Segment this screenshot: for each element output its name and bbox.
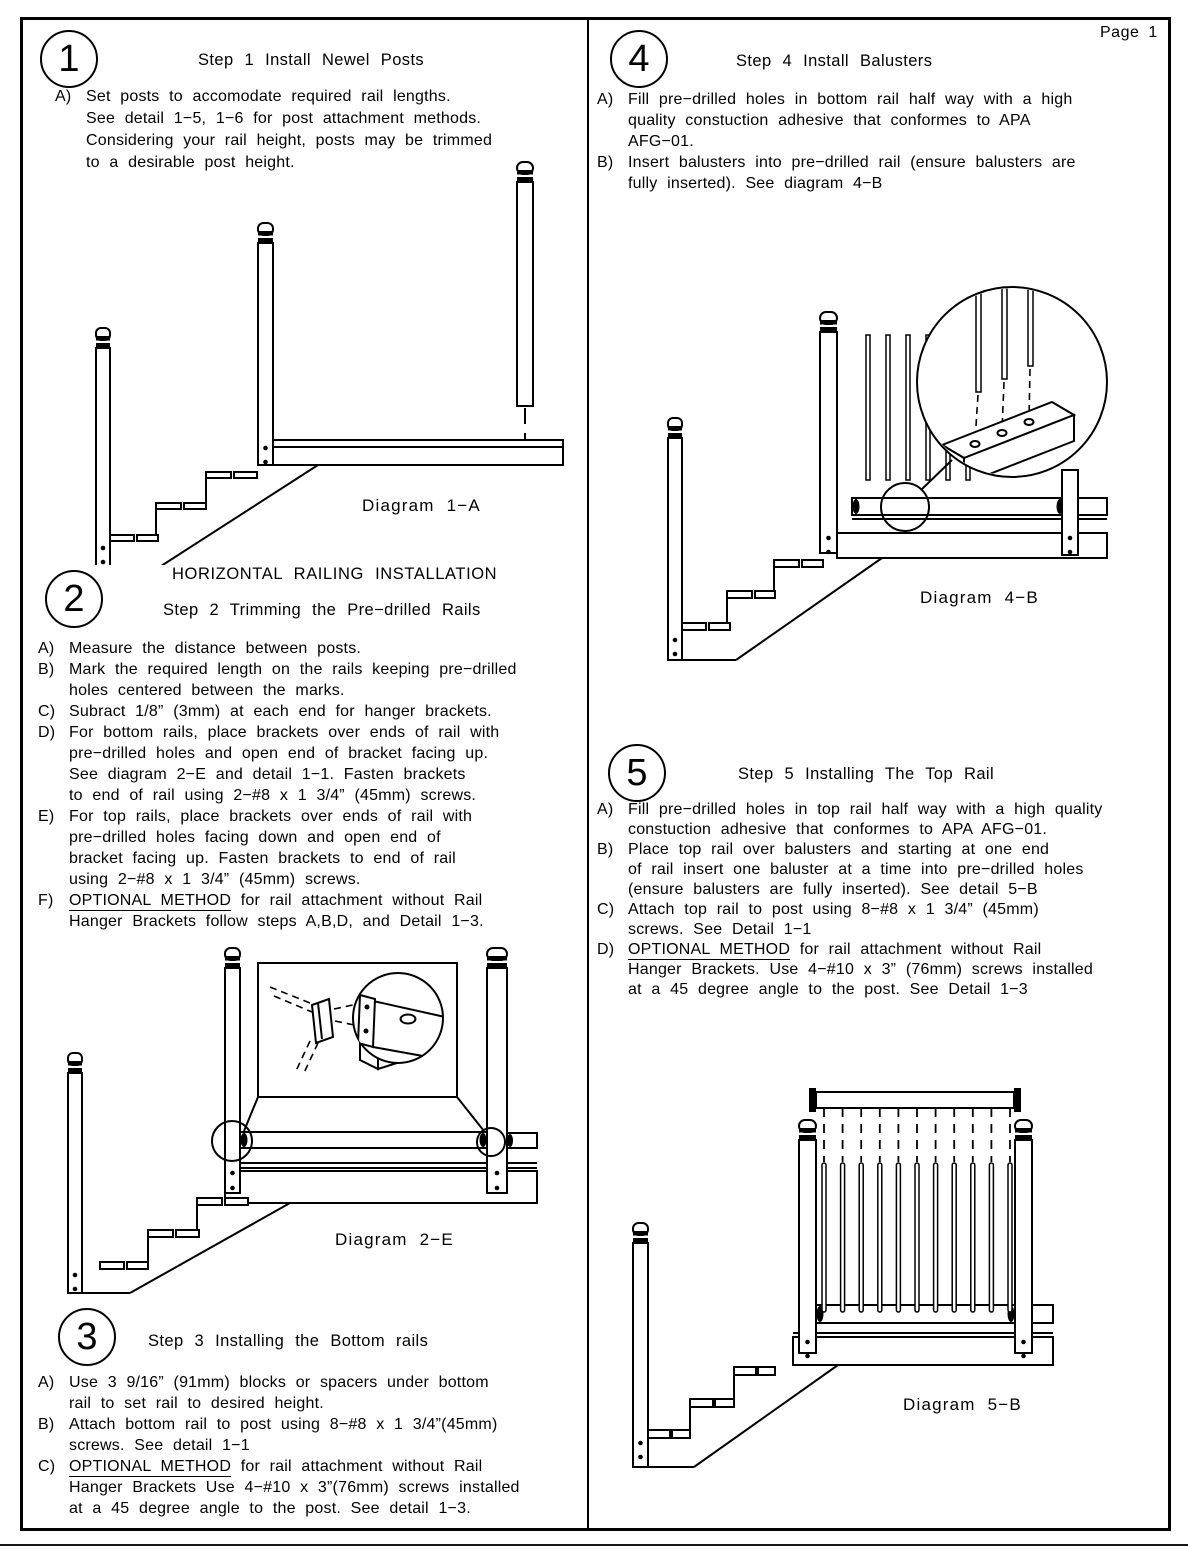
item-line: For bottom rails, place brackets over ends of rail with — [69, 724, 500, 741]
item-marker: C) — [38, 703, 56, 720]
item-line: at a 45 degree angle to the post. See detail 1−3. — [69, 1500, 471, 1517]
step-1-number: 1 — [58, 38, 80, 80]
item-line: using 2−#8 x 1 3/4” (45mm) screws. — [69, 871, 361, 888]
diagram-4b-drawing — [620, 230, 1180, 680]
item-line: Hanger Brackets follow steps A,B,D, and Detail 1−3. — [69, 913, 484, 930]
list-item — [597, 89, 1172, 152]
list-item — [597, 152, 1172, 194]
item-line: screws. See Detail 1−1 — [628, 921, 812, 938]
diagram-1a-drawing — [60, 155, 580, 565]
diagram-5b-label: Diagram 5−B — [903, 1395, 1022, 1414]
item-marker: A) — [597, 801, 614, 818]
item-line: Attach bottom rail to post using 8−#8 x 1 3/4”(45mm) — [69, 1416, 498, 1433]
list-item — [597, 840, 1175, 900]
item-marker: D) — [597, 941, 615, 958]
item-line: pre−drilled holes facing down and open end of — [69, 829, 441, 846]
item-marker: B) — [38, 1416, 55, 1433]
step-5-circle — [608, 744, 666, 802]
item-line: See diagram 2−E and detail 1−1. Fasten brackets — [69, 766, 466, 783]
list-item — [38, 722, 586, 806]
item-marker: A) — [55, 88, 72, 105]
step-3-title: Step 3 Installing the Bottom rails — [148, 1332, 429, 1350]
item-line: Considering your rail height, posts may be trimmed — [86, 132, 493, 149]
step-2-items — [38, 638, 586, 932]
item-line: Fill pre−drilled holes in top rail half way with a high quality — [628, 801, 1103, 818]
diagram-2e-drawing — [60, 945, 560, 1300]
item-line: Use 3 9/16” (91mm) blocks or spacers under bottom — [69, 1374, 489, 1391]
list-item — [597, 900, 1175, 940]
step-3-number: 3 — [76, 1316, 98, 1358]
item-line: (ensure balusters are fully inserted). See detail 5−B — [628, 881, 1038, 898]
item-line: of rail insert one baluster at a time into pre−drilled holes — [628, 861, 1084, 878]
page-number: Page 1 — [1100, 24, 1158, 41]
item-line: to a desirable post height. — [86, 154, 295, 171]
item-line: constuction adhesive that conformes to APA AFG−01. — [628, 821, 1048, 838]
step-5-items — [597, 800, 1175, 1000]
item-line: Hanger Brackets Use 4−#10 x 3”(76mm) screws installed — [69, 1479, 520, 1496]
list-item — [38, 1372, 588, 1414]
item-marker: D) — [38, 724, 56, 741]
item-marker: B) — [597, 154, 614, 171]
item-line: Hanger Brackets. Use 4−#10 x 3” (76mm) screws installed — [628, 961, 1093, 978]
item-line: pre−drilled holes and open end of bracket facing up. — [69, 745, 489, 762]
item-marker: C) — [38, 1458, 56, 1475]
item-line: Measure the distance between posts. — [69, 640, 362, 657]
step-3-items — [38, 1372, 588, 1519]
item-marker: B) — [38, 661, 55, 678]
item-line: AFG−01. — [628, 133, 694, 150]
step-2-title: Step 2 Trimming the Pre−drilled Rails — [163, 601, 481, 619]
diagram-1a-label: Diagram 1−A — [362, 496, 481, 515]
item-line: Insert balusters into pre−drilled rail (ensure balusters are — [628, 154, 1076, 171]
step-4-title: Step 4 Install Balusters — [736, 52, 933, 70]
list-item — [597, 940, 1175, 1000]
item-line: See detail 1−5, 1−6 for post attachment methods. — [86, 110, 482, 127]
step-2-circle — [45, 570, 103, 628]
diagram-5b-drawing — [600, 1080, 1180, 1480]
item-line: Subract 1/8” (3mm) at each end for hanger brackets. — [69, 703, 492, 720]
list-item — [38, 1456, 588, 1519]
item-marker: A) — [597, 91, 614, 108]
item-line: fully inserted). See diagram 4−B — [628, 175, 883, 192]
item-line: For top rails, place brackets over ends of rail with — [69, 808, 473, 825]
item-line: to end of rail using 2−#8 x 1 3/4” (45mm) screws. — [69, 787, 477, 804]
step-4-items — [597, 89, 1172, 194]
step-2-number: 2 — [63, 578, 85, 620]
list-item — [38, 890, 586, 932]
list-item — [597, 800, 1175, 840]
section-header: HORIZONTAL RAILING INSTALLATION — [172, 565, 498, 583]
item-marker: A) — [38, 1374, 55, 1391]
item-line: OPTIONAL METHOD for rail attachment without Rail — [628, 941, 1042, 958]
item-line: bracket facing up. Fasten brackets to end of rail — [69, 850, 456, 867]
item-marker: F) — [38, 892, 54, 909]
step-1-circle — [40, 30, 98, 88]
item-line: Mark the required length on the rails keeping pre−drilled — [69, 661, 517, 678]
list-item — [38, 701, 586, 722]
next-page-edge — [0, 1544, 1188, 1546]
step-5-title: Step 5 Installing The Top Rail — [738, 765, 995, 783]
item-line: Fill pre−drilled holes in bottom rail half way with a high — [628, 91, 1073, 108]
item-marker: E) — [38, 808, 55, 825]
list-item — [38, 806, 586, 890]
list-item — [38, 638, 586, 659]
item-line: quality constuction adhesive that conformes to APA — [628, 112, 1031, 129]
item-marker: B) — [597, 841, 614, 858]
item-marker: C) — [597, 901, 615, 918]
item-line: Place top rail over balusters and starting at one end — [628, 841, 1050, 858]
item-line: OPTIONAL METHOD for rail attachment without Rail — [69, 892, 483, 909]
list-item — [38, 1414, 588, 1456]
item-line: OPTIONAL METHOD for rail attachment without Rail — [69, 1458, 483, 1475]
item-marker: A) — [38, 640, 55, 657]
list-item — [38, 659, 586, 701]
item-line: screws. See detail 1−1 — [69, 1437, 250, 1454]
diagram-4b-label: Diagram 4−B — [920, 588, 1039, 607]
item-line: holes centered between the marks. — [69, 682, 345, 699]
item-line: Attach top rail to post using 8−#8 x 1 3/4” (45mm) — [628, 901, 1039, 918]
step-5-number: 5 — [626, 752, 648, 794]
item-line: Set posts to accomodate required rail lengths. — [86, 88, 451, 105]
diagram-2e-label: Diagram 2−E — [335, 1230, 454, 1249]
step-4-circle — [610, 30, 668, 88]
step-4-number: 4 — [628, 38, 650, 80]
column-divider — [587, 17, 589, 1528]
item-line: at a 45 degree angle to the post. See Detail 1−3 — [628, 981, 1028, 998]
step-1-title: Step 1 Install Newel Posts — [198, 51, 425, 69]
step-3-circle — [58, 1308, 116, 1366]
item-line: rail to set rail to desired height. — [69, 1395, 324, 1412]
